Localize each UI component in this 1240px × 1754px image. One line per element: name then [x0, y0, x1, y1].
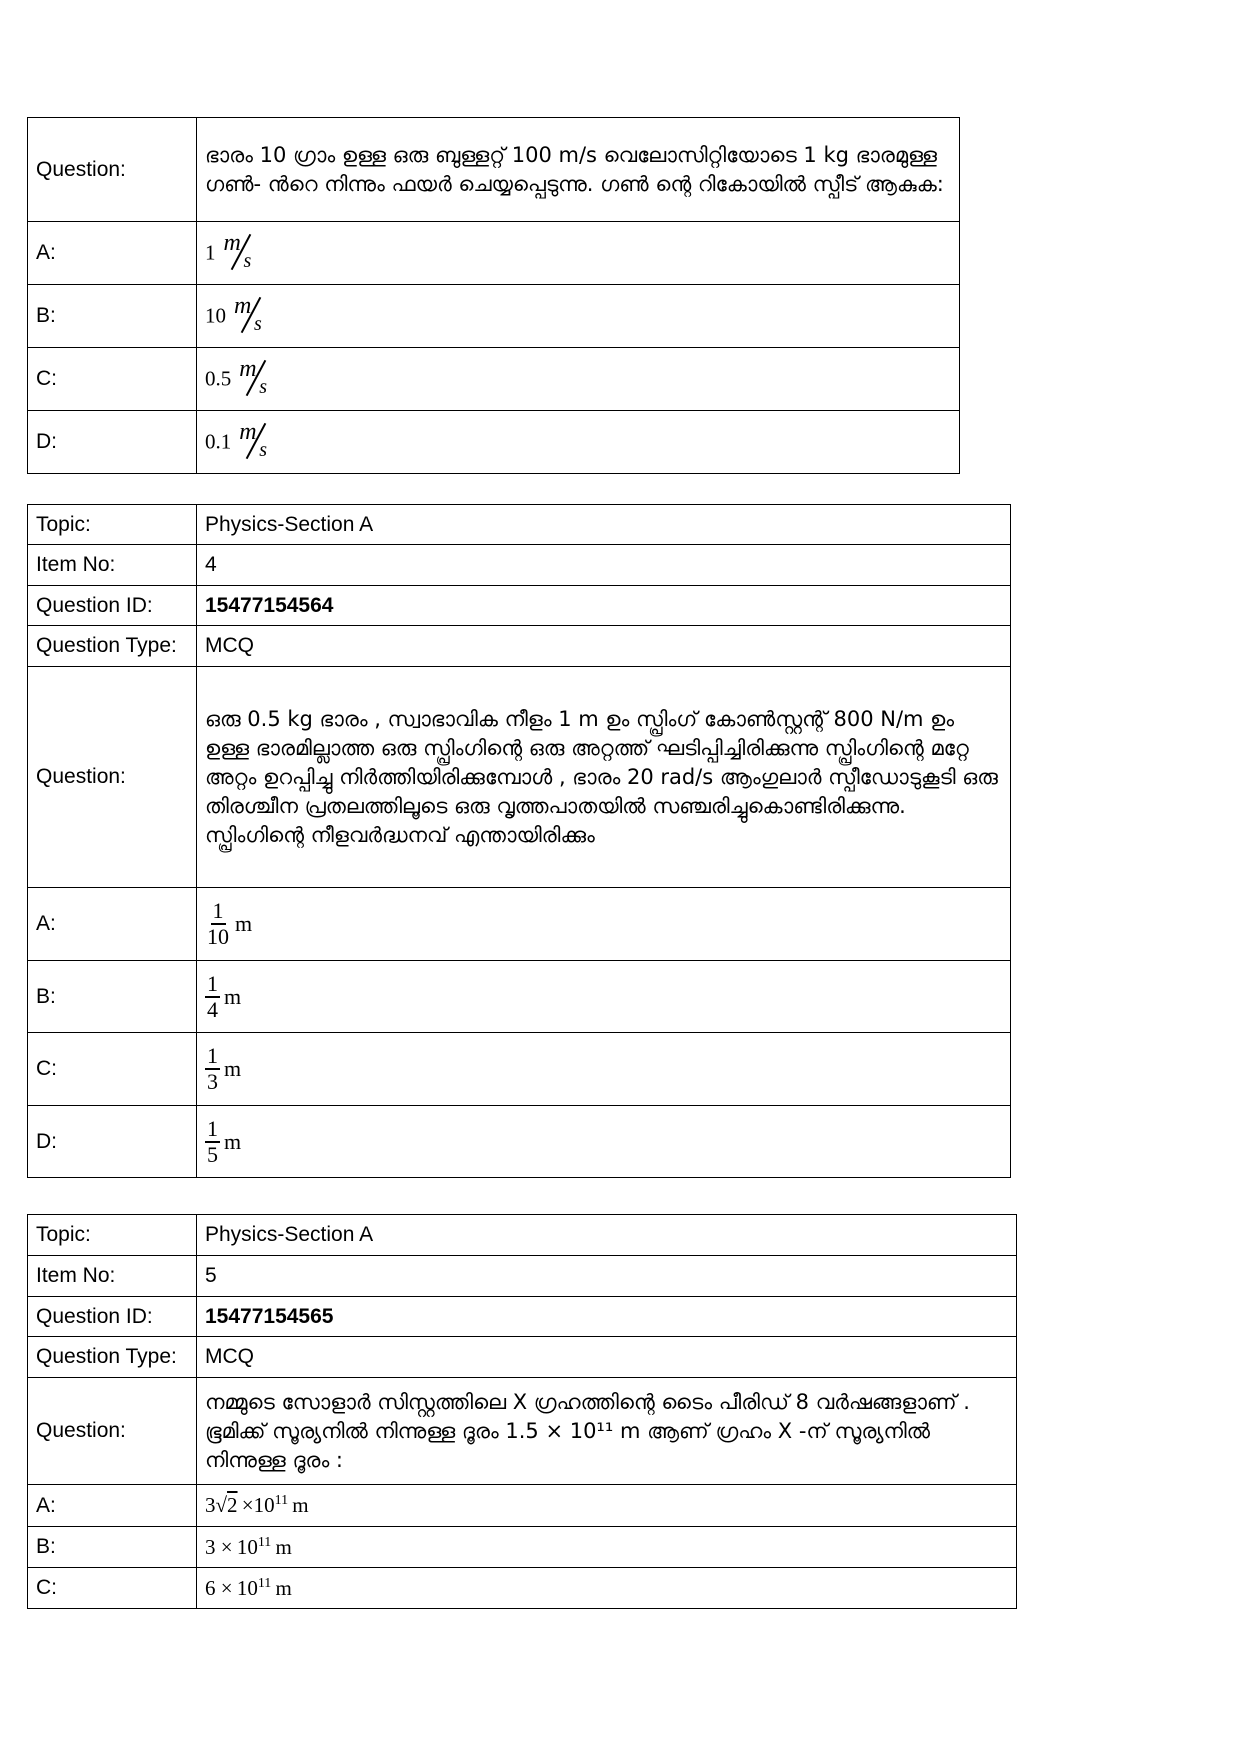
- question-id-row: [28, 1297, 1017, 1337]
- option-row-c: [28, 1033, 1011, 1106]
- fraction: [205, 972, 220, 1022]
- unit-denominator: s: [254, 313, 262, 335]
- option-row-b: [28, 961, 1011, 1033]
- option-label-a: A:: [28, 1485, 197, 1527]
- coefficient: 3: [205, 1493, 216, 1517]
- option-c: [197, 1568, 1017, 1609]
- option-row-b: [28, 1527, 1017, 1568]
- unit-ms: [222, 230, 260, 276]
- unit-numerator: m: [223, 230, 241, 256]
- question-id-value: 15477154564: [197, 586, 1011, 626]
- option-b: [197, 1527, 1017, 1568]
- unit: m: [224, 1056, 242, 1081]
- unit-ms: [237, 356, 275, 402]
- fraction: [205, 1044, 220, 1094]
- option-label-c: C:: [28, 1033, 197, 1106]
- option-a: [197, 888, 1011, 961]
- radicand: 2: [227, 1493, 238, 1517]
- question-type-value: MCQ: [197, 1337, 1017, 1378]
- base: 10: [236, 1534, 258, 1559]
- base: 10: [236, 1575, 258, 1600]
- denominator: 5: [207, 1141, 218, 1167]
- unit: m: [275, 1575, 292, 1600]
- option-a: $3√2 \times 10^{11}$ m: [197, 1485, 1017, 1527]
- option-label-d: D:: [28, 1106, 197, 1178]
- numerator: 1: [207, 1115, 218, 1141]
- question-row: [28, 667, 1011, 888]
- question-type-row: [28, 626, 1011, 667]
- unit: m: [235, 911, 253, 936]
- option-c: [197, 1033, 1011, 1106]
- exponent: 11: [257, 1575, 272, 1591]
- denominator: 3: [207, 1069, 218, 1094]
- option-label-a: A:: [28, 222, 197, 285]
- unit: m: [224, 1128, 242, 1154]
- option-row-a: [28, 222, 960, 285]
- question-label: Question:: [28, 667, 197, 888]
- exponent: 11: [257, 1534, 272, 1550]
- option-label-c: C:: [28, 348, 197, 411]
- option-row-b: [28, 285, 960, 348]
- numerator: 1: [212, 898, 224, 923]
- unit: m: [292, 1493, 309, 1517]
- item-no-label: Item No:: [28, 545, 197, 586]
- topic-row: [28, 1215, 1017, 1256]
- topic-label: Topic:: [28, 1215, 197, 1256]
- unit-denominator: s: [243, 250, 252, 272]
- option-label-d: D:: [28, 411, 197, 474]
- option-b: [197, 961, 1011, 1033]
- topic-value: Physics-Section A: [197, 1215, 1017, 1256]
- option-value: 10: [205, 303, 226, 328]
- question-id-label: Question ID:: [28, 586, 197, 626]
- option-row-d: [28, 411, 960, 474]
- unit-denominator: s: [259, 376, 268, 398]
- numerator: 1: [207, 1043, 218, 1068]
- unit: m: [224, 983, 242, 1009]
- unit-numerator: m: [234, 293, 252, 319]
- question-id-row: [28, 586, 1011, 626]
- question-table-4: [27, 504, 1011, 1178]
- option-row-c: [28, 1568, 1017, 1609]
- option-c: [197, 348, 960, 411]
- option-a: [197, 222, 960, 285]
- item-no-row: [28, 1256, 1017, 1297]
- option-d: [197, 411, 960, 474]
- option-value: 1: [205, 240, 216, 265]
- question-table-3: [27, 117, 960, 474]
- denominator: 10: [207, 924, 229, 949]
- question-id-value: 15477154565: [197, 1297, 1017, 1337]
- item-no-value: 4: [197, 545, 1011, 586]
- question-label: Question:: [28, 118, 197, 222]
- question-label: Question:: [28, 1378, 197, 1485]
- fraction: [205, 899, 231, 949]
- topic-row: [28, 505, 1011, 545]
- unit-numerator: m: [239, 356, 257, 382]
- option-row-c: [28, 348, 960, 411]
- item-no-value: 5: [197, 1256, 1017, 1297]
- option-label-c: C:: [28, 1568, 197, 1609]
- question-id-label: Question ID:: [28, 1297, 197, 1337]
- option-label-a: A:: [28, 888, 197, 961]
- option-row-a: [28, 888, 1011, 961]
- option-value: 0.5: [205, 366, 232, 391]
- question-type-row: [28, 1337, 1017, 1378]
- question-table-5: [27, 1214, 1017, 1609]
- coefficient: 6 ×: [205, 1575, 233, 1600]
- coefficient: 3 ×: [205, 1534, 233, 1559]
- fraction: [205, 1117, 220, 1167]
- question-text: ഭാരം 10 ഗ്രാം ഉള്ള ഒരു ബുള്ളറ്റ് 100 m/s വെലോസിറ്റിയോടെ 1 kg ഭാരമുള്ള ഗൺ- ൻറെ നിന്നും ഫയർ ചെയ്യപ്പെടുന്നു. ഗൺ ന്റെ റികോയിൽ സ്പീട് ആകുക:: [197, 118, 960, 222]
- question-type-label: Question Type:: [28, 626, 197, 667]
- base: ×10: [241, 1493, 275, 1517]
- item-no-row: [28, 545, 1011, 586]
- question-row: [28, 118, 960, 222]
- denominator: 4: [207, 996, 218, 1022]
- numerator: 1: [207, 970, 218, 996]
- question-type-value: MCQ: [197, 626, 1011, 667]
- option-d: [197, 1106, 1011, 1178]
- question-text: ഒരു 0.5 kg ഭാരം , സ്വാഭാവിക നീളം 1 m ഉം സ്പ്രിംഗ് കോൺസ്റ്റന്റ് 800 N/m ഉം ഉള്ള ഭാരമില്ലാത്ത ഒരു സ്പ്രിംഗിന്റെ ഒരു അറ്റത്ത് ഘടിപ്പിച്ചിരിക്കുന്നു സ്പ്രിംഗിന്റെ മറ്റേ അറ്റം ഉറപ്പിച്ചു നിർത്തിയിരിക്കുമ്പോൾ , ഭാരം 20 rad/s ആംഗുലാർ സ്പീഡോടുകൂടി ഒരു തിരശ്ചീന പ്രതലത്തിലൂടെ ഒരു വൃത്തപാതയിൽ സഞ്ചരിച്ചുകൊണ്ടിരിക്കുന്നു. സ്പ്രിംഗിന്റെ നീളവർദ്ധനവ് എന്തായിരിക്കും: [197, 667, 1011, 888]
- unit-ms: [237, 419, 275, 465]
- unit-ms: [232, 293, 270, 339]
- option-b: [197, 285, 960, 348]
- unit-numerator: m: [239, 419, 257, 445]
- item-no-label: Item No:: [28, 1256, 197, 1297]
- question-type-label: Question Type:: [28, 1337, 197, 1378]
- option-label-b: B:: [28, 1527, 197, 1568]
- option-row-a: [28, 1485, 1017, 1527]
- question-row: [28, 1378, 1017, 1485]
- topic-label: Topic:: [28, 505, 197, 545]
- unit-denominator: s: [259, 439, 268, 461]
- option-label-b: B:: [28, 285, 197, 348]
- option-value: 0.1: [205, 429, 232, 454]
- question-text: നമ്മുടെ സോളാർ സിസ്റ്റത്തിലെ X ഗ്രഹത്തിന്റെ ടൈം പീരിഡ് 8 വർഷങ്ങളാണ് . ഭൂമിക്ക് സൂര്യനിൽ നിന്നുള്ള ദൂരം 1.5 × 10¹¹ m ആണ് ഗ്രഹം X -ന് സൂര്യനിൽ നിന്നുള്ള ദൂരം :: [197, 1378, 1017, 1485]
- option-label-b: B:: [28, 961, 197, 1033]
- option-row-d: [28, 1106, 1011, 1178]
- unit: m: [275, 1534, 292, 1559]
- topic-value: Physics-Section A: [197, 505, 1011, 545]
- exponent: 11: [274, 1493, 289, 1508]
